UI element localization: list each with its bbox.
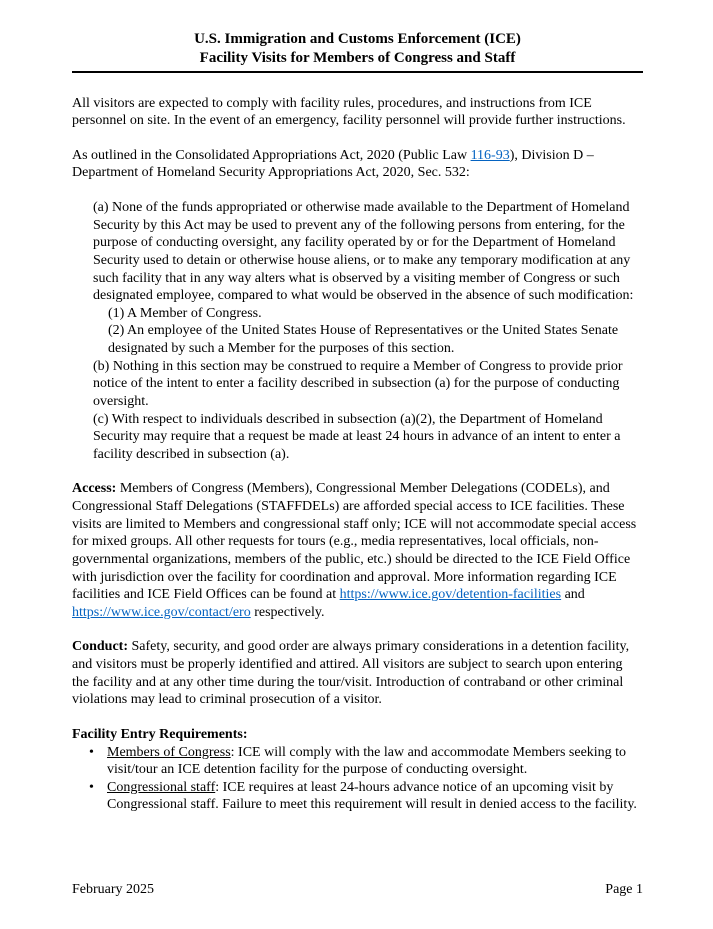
conduct-paragraph — [72, 638, 643, 709]
list-item-members-of-congress — [72, 744, 643, 779]
law-text-after: ), Division D – Department of Homeland Security Appropriations Act, 2020, Sec. 532: — [72, 147, 594, 181]
statute-subsection-b: (b) Nothing in this section may be construed to require a Member of Congress to provide prior notice of the intent to enter a facility described in subsection (a) for the purpose of conducting oversight. — [93, 358, 623, 409]
document-header — [72, 30, 643, 68]
bullet-text: : ICE requires at least 24-hours advance notice of an upcoming visit by Congressional staff. Failure to meet this requirement will result in denied access to the facility. — [107, 779, 637, 813]
facility-entry-requirements-heading-text: Facility Entry Requirements: — [72, 726, 248, 742]
document-title-line2: Facility Visits for Members of Congress and Staff — [199, 49, 516, 66]
access-text-between-links: and — [561, 587, 585, 603]
bullet-icon: • — [89, 779, 94, 795]
conduct-label: Conduct: — [72, 639, 129, 655]
contact-ero-link[interactable]: https://www.ice.gov/contact/ero — [72, 604, 251, 620]
bullet-label: Members of Congress — [107, 744, 231, 760]
statute-subsection-a: (a) None of the funds appropriated or otherwise made available to the Department of Homeland Security by this Act may be used to prevent any of the following persons from entering, for the purpose of conducting oversight, any facility operated by or for the Department of Homeland Security used to detain or otherwise house aliens, or to make any temporary modification at any such facility that in any way alters what is observed by a visiting member of Congress or such designated employee, compared to what would be observed in the absence of such modification: — [93, 200, 634, 304]
entry-requirements-list — [72, 744, 643, 815]
bullet-text: : ICE will comply with the law and accommodate Members seeking to visit/tour an ICE detention facility for the purpose of conducting oversight. — [107, 744, 627, 778]
access-paragraph — [72, 480, 643, 621]
footer-page-number: Page 1 — [605, 882, 643, 898]
access-text: Members of Congress (Members), Congressional Member Delegations (CODELs), and Congressional Staff Delegations (STAFFDELs) are afforded special access to ICE facilities. These visits are limited to Members and congressional staff only; ICE will not accommodate special access for mixed groups. All other requests for tours (e.g., media representatives, local officials, non-governmental organizations, members of the public, etc.) should be directed to the ICE Field Office with jurisdiction over the facility for coordination and approval. More information regarding ICE facilities and ICE Field Offices can be found at — [72, 481, 637, 603]
access-label: Access: — [72, 481, 117, 497]
conduct-text: Safety, security, and good order are always primary considerations in a detention facility, and visitors must be properly identified and attired. All visitors are subject to search upon entering the facility and at any other time during the tour/visit. Introduction of contraband or other criminal violations may lead to criminal prosecution of a visitor. — [72, 639, 630, 708]
bullet-icon: • — [89, 744, 94, 760]
law-paragraph — [72, 147, 643, 182]
facility-entry-requirements-heading — [72, 726, 643, 744]
access-text-after-links: respectively. — [250, 604, 325, 620]
bullet-label: Congressional staff — [107, 779, 216, 795]
statute-item-2: (2) An employee of the United States House of Representatives or the United States Senate designated by such a Member for the purposes of this section. — [108, 323, 619, 356]
statute-quote-block — [93, 199, 643, 463]
law-text-before: As outlined in the Consolidated Appropriations Act, 2020 (Public Law — [72, 147, 471, 163]
statute-subsection-c: (c) With respect to individuals described in subsection (a)(2), the Department of Homeland Security may require that a request be made at least 24 hours in advance of an intent to enter a facility described in subsection (a). — [93, 411, 621, 462]
header-divider — [72, 71, 643, 73]
bullet-content — [107, 779, 643, 814]
statute-item-1: (1) A Member of Congress. — [108, 305, 262, 321]
intro-paragraph: All visitors are expected to comply with facility rules, procedures, and instructions from ICE personnel on site. In the event of an emergency, facility personnel will provide further instructions. — [72, 95, 626, 129]
document-title-line1: U.S. Immigration and Customs Enforcement (ICE) — [194, 31, 521, 47]
public-law-link[interactable]: 116-93 — [470, 147, 510, 163]
footer-date: February 2025 — [72, 882, 155, 898]
page-footer — [72, 881, 643, 899]
bullet-content — [107, 744, 643, 779]
list-item-congressional-staff — [72, 779, 643, 814]
detention-facilities-link[interactable]: https://www.ice.gov/detention-facilities — [339, 587, 562, 603]
